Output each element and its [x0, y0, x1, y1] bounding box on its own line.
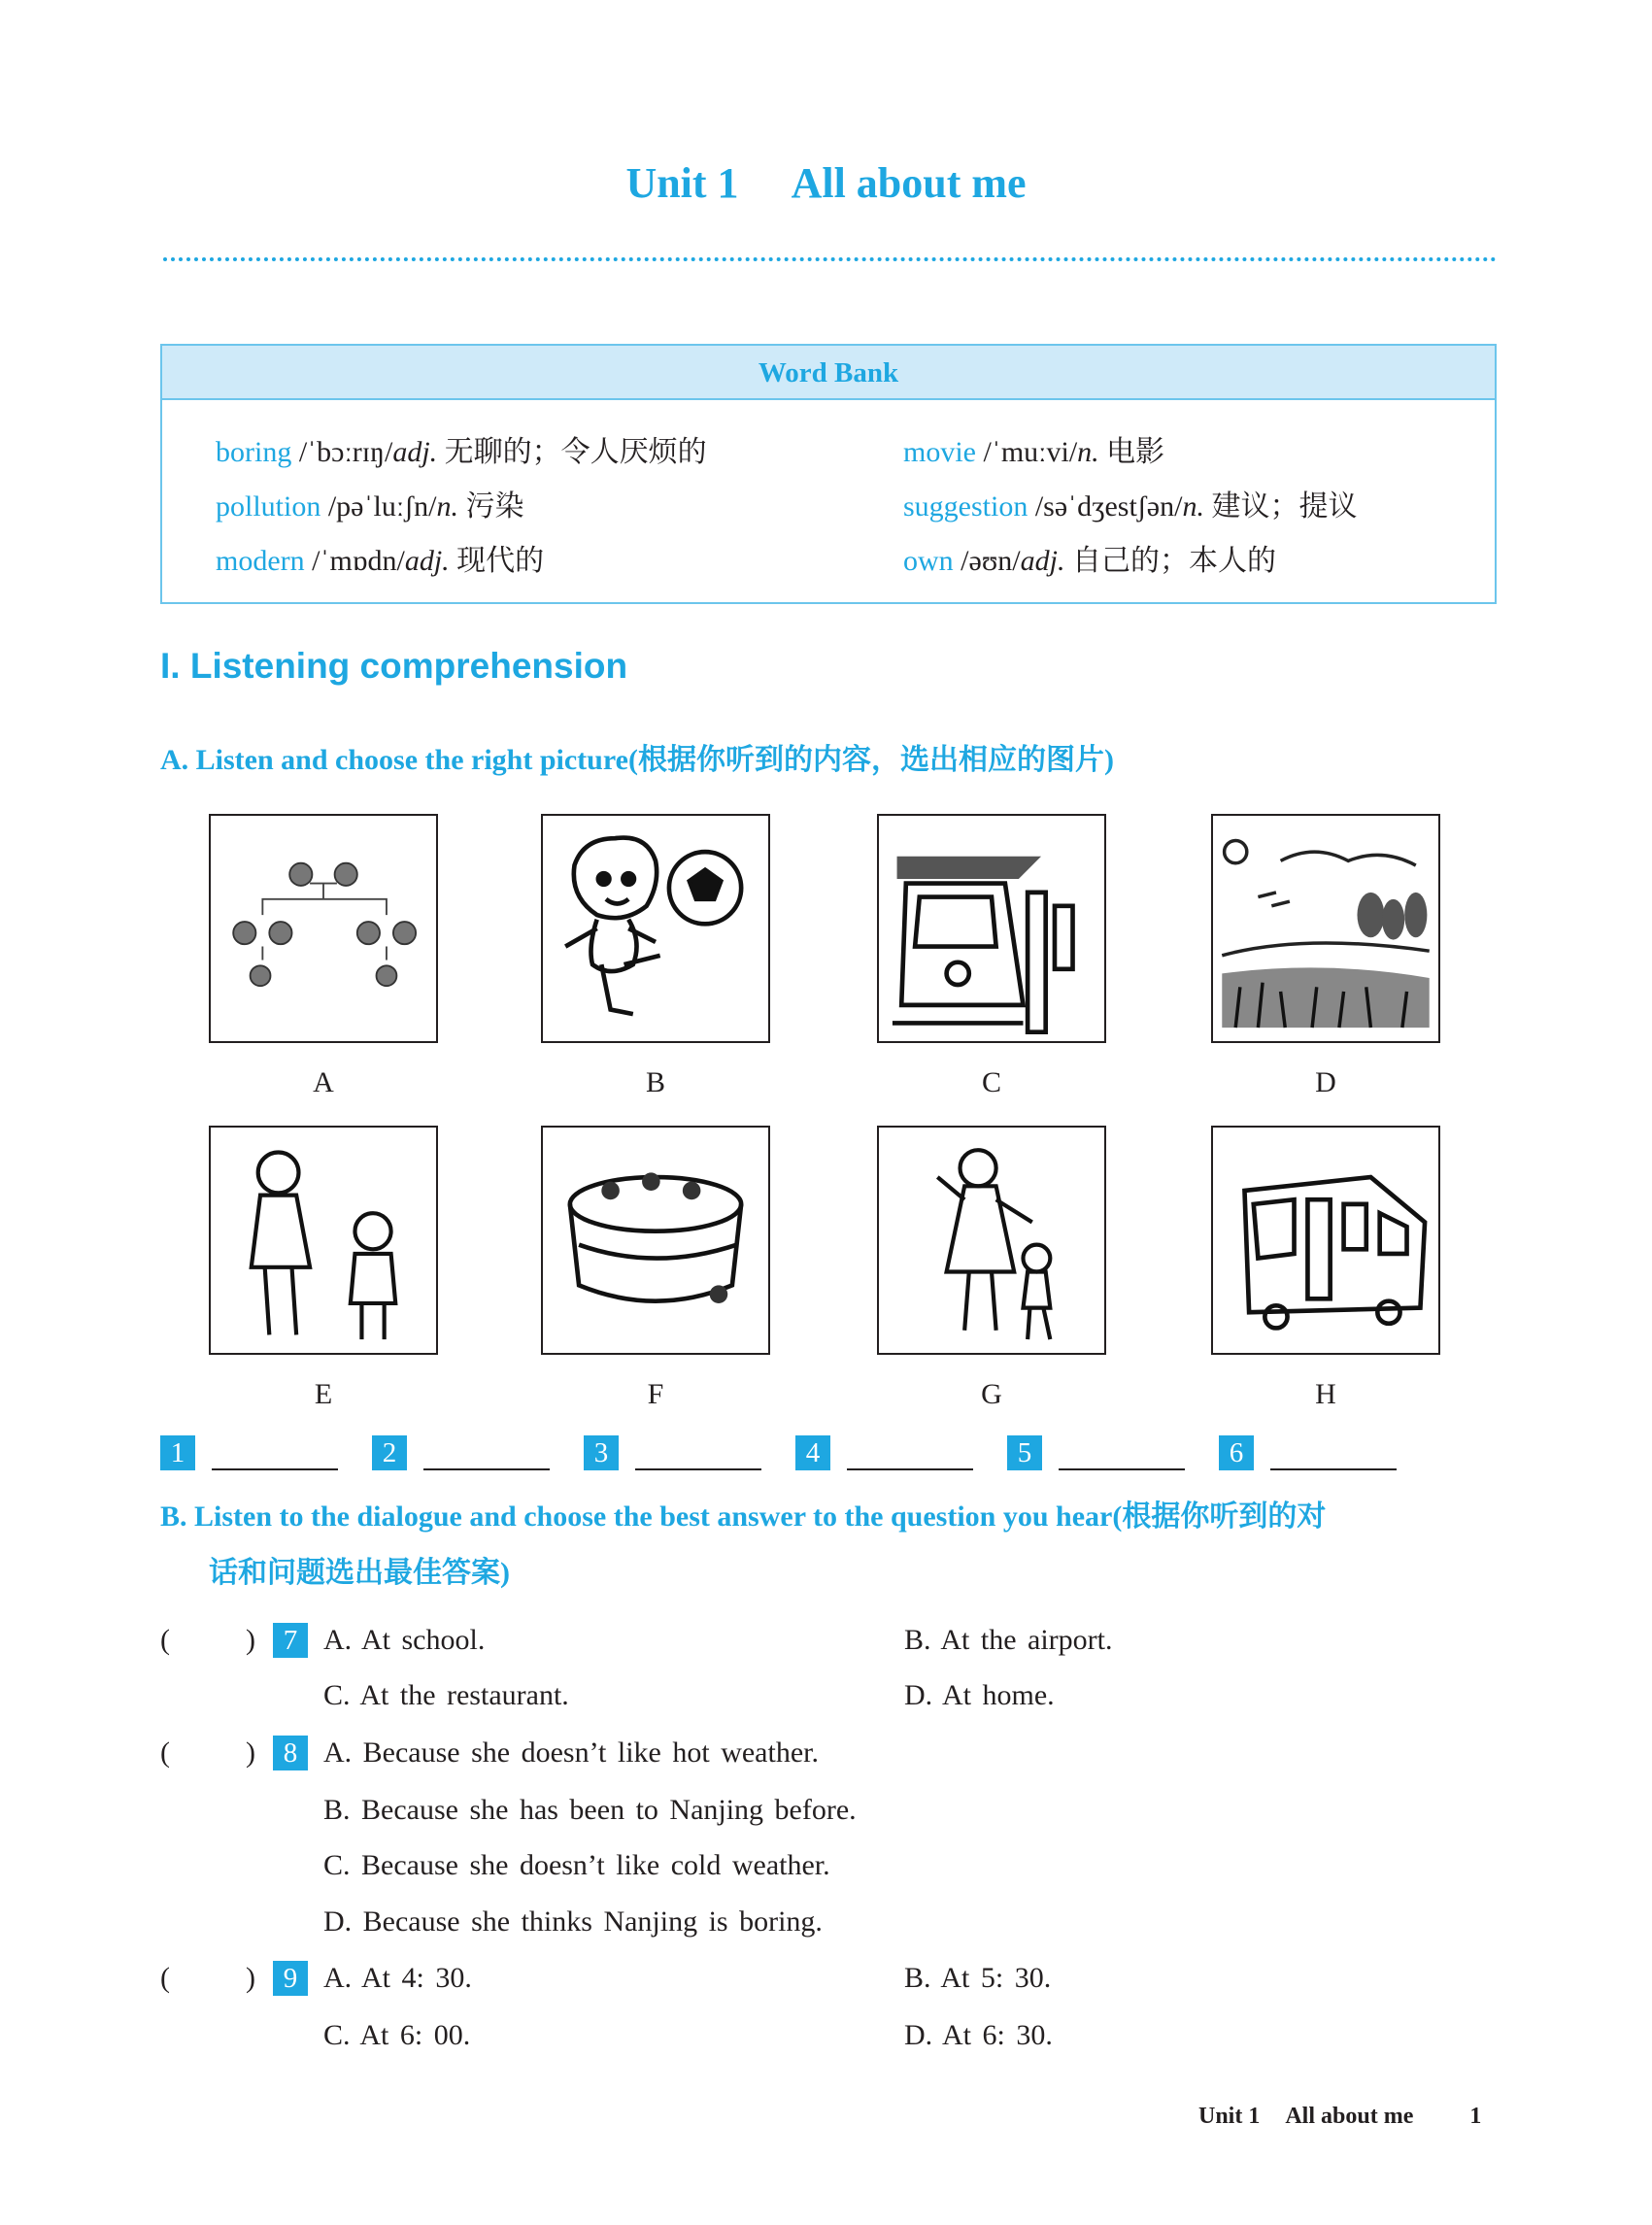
picture-label: B — [645, 1066, 665, 1098]
option-b[interactable]: B. At the airport. — [904, 1624, 1113, 1656]
question-number: 6 — [1219, 1435, 1254, 1470]
question-number: 5 — [1007, 1435, 1042, 1470]
answer-blank[interactable] — [635, 1468, 761, 1470]
answer-paren-close: ) — [246, 1624, 255, 1656]
option-c[interactable]: C. Because she doesn’t like cold weather. — [323, 1849, 830, 1881]
answer-paren-close: ) — [246, 1736, 255, 1769]
unit-title — [0, 158, 1652, 208]
answer-paren-close: ) — [246, 1962, 255, 1994]
two-boys-icon[interactable] — [209, 1126, 438, 1355]
page-number: 1 — [1469, 2104, 1482, 2129]
picture-label: A — [313, 1066, 334, 1098]
picture-label: D — [1315, 1066, 1336, 1098]
part-b-heading: B. Listen to the dialogue and choose the best answer to the question you hear(根据你听到的对 — [160, 1500, 1327, 1533]
answer-blank[interactable] — [1059, 1468, 1185, 1470]
option-a[interactable]: A. At 4: 30. — [323, 1962, 472, 1994]
picture-label: G — [981, 1378, 1002, 1410]
answer-paren-open[interactable]: ( — [160, 1962, 170, 1994]
subway-train-icon[interactable] — [877, 814, 1106, 1043]
picture-label: H — [1315, 1378, 1336, 1410]
part-b-heading-cont: 话和问题选出最佳答案) — [209, 1557, 510, 1589]
option-d[interactable]: D. At home. — [904, 1679, 1055, 1711]
option-c[interactable]: C. At 6: 00. — [323, 2019, 471, 2051]
picture-label: C — [981, 1066, 1001, 1098]
bus-icon[interactable] — [1211, 1126, 1440, 1355]
answer-blank[interactable] — [1270, 1468, 1397, 1470]
dotted-divider — [163, 257, 1497, 261]
option-d[interactable]: D. At 6: 30. — [904, 2019, 1053, 2051]
option-d[interactable]: D. Because she thinks Nanjing is boring. — [323, 1905, 823, 1938]
countryside-landscape-icon[interactable] — [1211, 814, 1440, 1043]
option-c[interactable]: C. At the restaurant. — [323, 1679, 569, 1711]
option-a[interactable]: A. At school. — [323, 1624, 486, 1656]
answer-paren-open[interactable]: ( — [160, 1624, 170, 1656]
question-number: 9 — [273, 1961, 308, 1996]
word-entry: boring /ˈbɔːrɪŋ/adj. 无聊的；令人厌烦的 — [216, 436, 707, 468]
word-entry: movie /ˈmuːvi/n. 电影 — [903, 436, 1165, 468]
question-number: 1 — [160, 1435, 195, 1470]
option-b[interactable]: B. Because she has been to Nanjing before. — [323, 1794, 857, 1826]
answer-paren-open[interactable]: ( — [160, 1736, 170, 1769]
question-number: 7 — [273, 1623, 308, 1658]
girl-and-boy-waving-icon[interactable] — [877, 1126, 1106, 1355]
question-number: 3 — [584, 1435, 619, 1470]
word-entry: modern /ˈmɒdn/adj. 现代的 — [216, 545, 545, 577]
footer-title: All about me — [1285, 2104, 1414, 2129]
answer-blank[interactable] — [212, 1468, 338, 1470]
question-number: 2 — [372, 1435, 407, 1470]
family-tree-icon[interactable] — [209, 814, 438, 1043]
picture-label: F — [647, 1378, 664, 1410]
word-entry: pollution /pəˈluːʃn/n. 污染 — [216, 490, 524, 523]
section-heading: I. Listening comprehension — [160, 646, 628, 686]
answer-blank[interactable] — [847, 1468, 973, 1470]
option-b[interactable]: B. At 5: 30. — [904, 1962, 1052, 1994]
boy-kicking-football-icon[interactable] — [541, 814, 770, 1043]
word-entry: own /əʊn/adj. 自己的；本人的 — [903, 545, 1276, 577]
word-bank-heading: Word Bank — [162, 346, 1495, 400]
footer-unit: Unit 1 — [1198, 2104, 1261, 2129]
word-bank — [160, 344, 1497, 604]
unit-number: Unit 1 — [625, 159, 739, 207]
question-number: 8 — [273, 1736, 308, 1770]
answer-blank[interactable] — [423, 1468, 550, 1470]
part-a-heading: A. Listen and choose the right picture(根据你听到的内容，选出相应的图片) — [160, 744, 1114, 776]
word-entry: suggestion /səˈdʒestʃən/n. 建议；提议 — [903, 490, 1358, 523]
option-a[interactable]: A. Because she doesn’t like hot weather. — [323, 1736, 819, 1769]
picture-label: E — [314, 1378, 333, 1410]
page-footer — [1198, 2104, 1481, 2130]
unit-name: All about me — [791, 159, 1027, 207]
cake-icon[interactable] — [541, 1126, 770, 1355]
question-number: 4 — [795, 1435, 830, 1470]
